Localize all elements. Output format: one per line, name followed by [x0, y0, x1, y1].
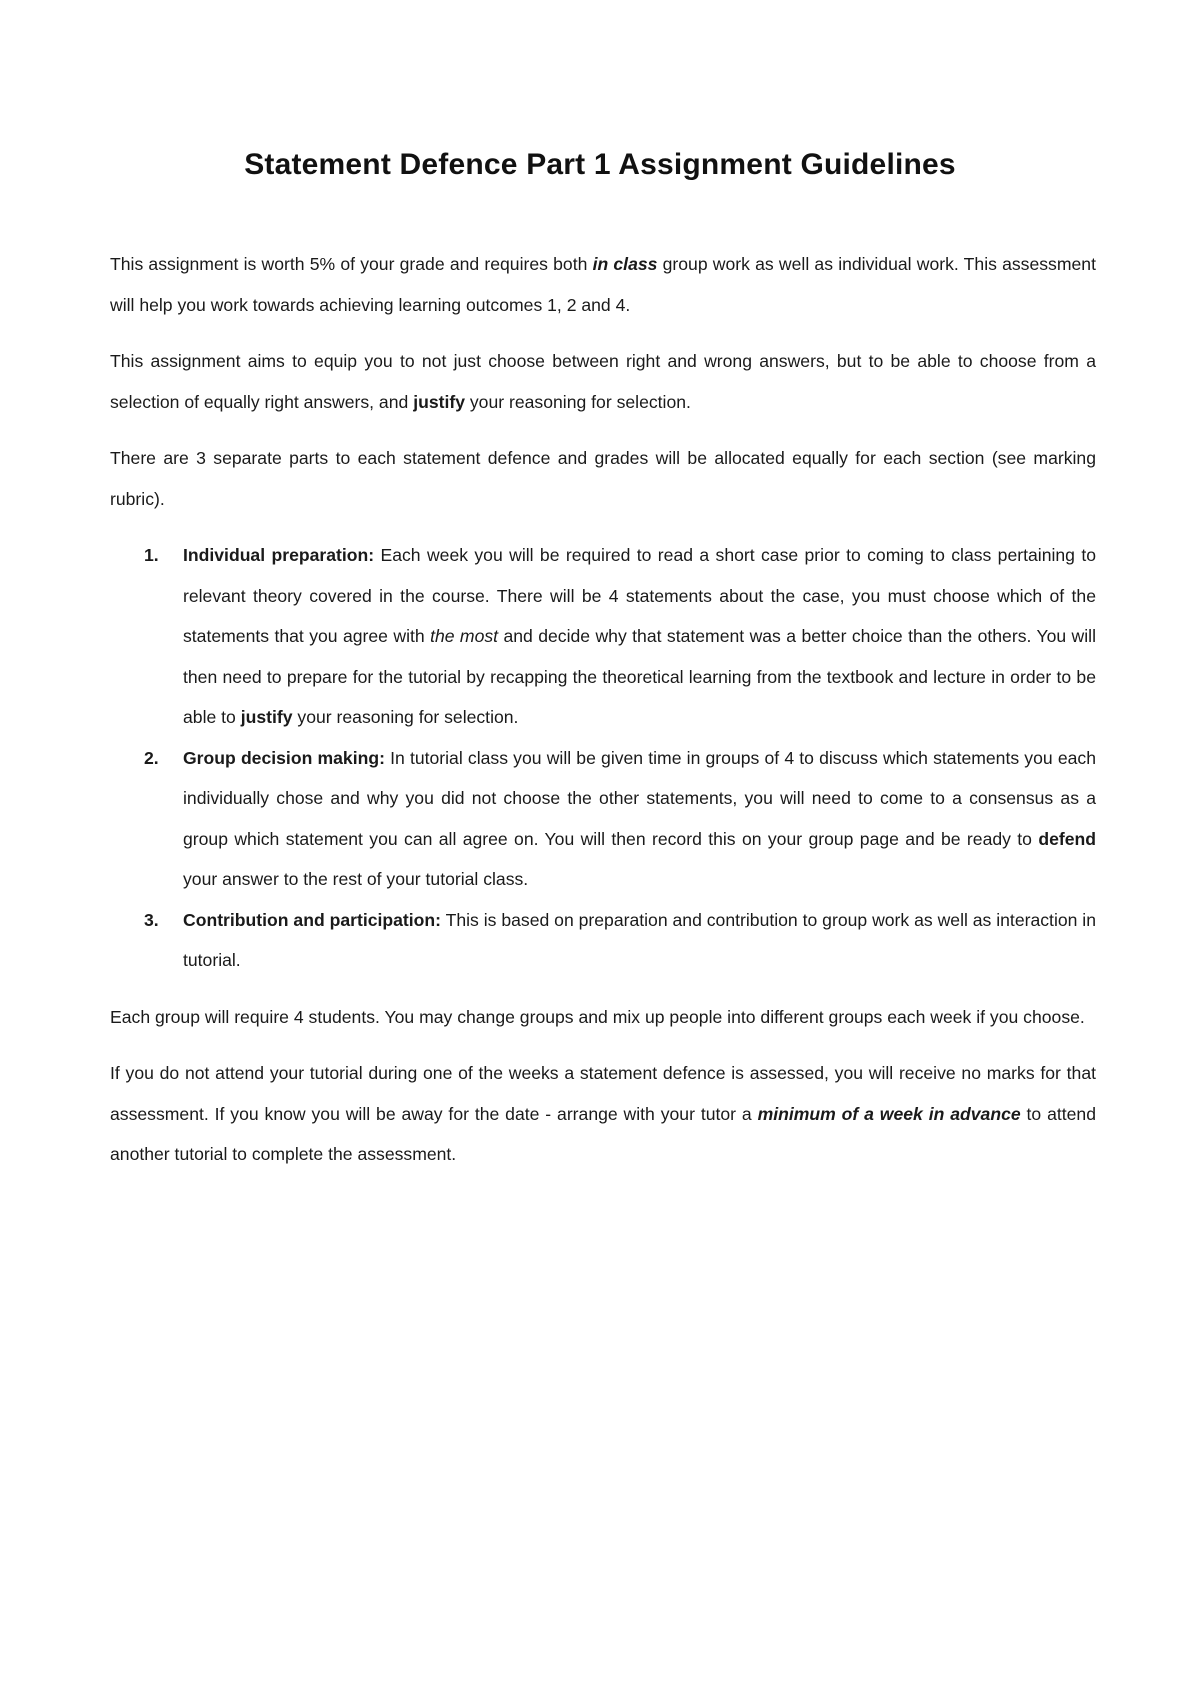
- list-item-heading: Contribution and participation:: [183, 909, 442, 930]
- parts-intro-paragraph: There are 3 separate parts to each statement defence and grades will be allocated equally for each section (see marking rubric).: [110, 448, 1096, 509]
- attendance-text-2: to attend another tutorial to complete the assessment.: [110, 1103, 1097, 1164]
- list-item-text-3: your reasoning for selection.: [292, 707, 519, 727]
- list-item-text-1: This is based on preparation and contribution to group work as well as interaction in tutorial.: [183, 909, 1097, 970]
- list-item: [110, 738, 1096, 900]
- list-item-heading: Individual preparation:: [183, 545, 375, 565]
- list-item-text-1: In tutorial class you will be given time in groups of 4 to discuss which statements you each individually chose and why you did not choose the other statements, you will need to come to a consensus as a group which statement you can all agree on. You will then record this on your group page and be ready to: [183, 747, 1096, 849]
- list-item-heading: Group decision making:: [183, 747, 385, 768]
- list-item-text-2: your answer to the rest of your tutorial class.: [183, 869, 529, 889]
- attendance-paragraph: [110, 1053, 1096, 1175]
- list-item-number: 2.: [144, 747, 159, 768]
- document-body: [110, 244, 1096, 1191]
- steps-list: [110, 535, 1096, 981]
- list-item-emphasis: the most: [430, 626, 499, 646]
- list-item-number: 3.: [144, 909, 159, 930]
- intro-text-1: This assignment is worth 5% of your grade and requires both: [110, 254, 593, 274]
- groups-paragraph: Each group will require 4 students. You may change groups and mix up people into different groups each week if you choose.: [110, 1006, 1085, 1027]
- aim-text-1: This assignment aims to equip you to not just choose between right and wrong answers, but to be able to choose from a selection of equally right answers, and: [110, 351, 1096, 412]
- list-item-number: 1.: [144, 545, 159, 565]
- intro-paragraph: [110, 244, 1096, 325]
- intro-emphasis: in class: [592, 254, 658, 274]
- aim-strong: justify: [413, 391, 465, 412]
- list-item-strong: defend: [1038, 828, 1096, 849]
- aim-paragraph: [110, 341, 1096, 422]
- list-item: [110, 900, 1096, 981]
- attendance-text-1: If you do not attend your tutorial during one of the weeks a statement defence is assessed, you will receive no marks for that assessment. If you know you will be away for the date - arrange with your tutor a: [110, 1063, 1096, 1124]
- attendance-emphasis: minimum of a week in advance: [757, 1103, 1021, 1124]
- list-item-text-2: and decide why that statement was a better choice than the others. You will then need to prepare for the tutorial by recapping the theoretical learning from the textbook and lecture in order to be able to: [183, 626, 1096, 727]
- list-item-strong: justify: [240, 707, 293, 727]
- aim-text-2: your reasoning for selection.: [465, 391, 691, 412]
- list-item: [110, 535, 1096, 738]
- page-title: Statement Defence Part 1 Assignment Guidelines: [244, 148, 956, 181]
- list-item-text-1: Each week you will be required to read a short case prior to coming to class pertaining to relevant theory covered in the course. There will be 4 statements about the case, you must choose which of the statements that you agree with: [183, 545, 1096, 646]
- intro-text-2: group work as well as individual work. This assessment will help you work towards achieving learning outcomes 1, 2 and 4.: [110, 254, 1096, 315]
